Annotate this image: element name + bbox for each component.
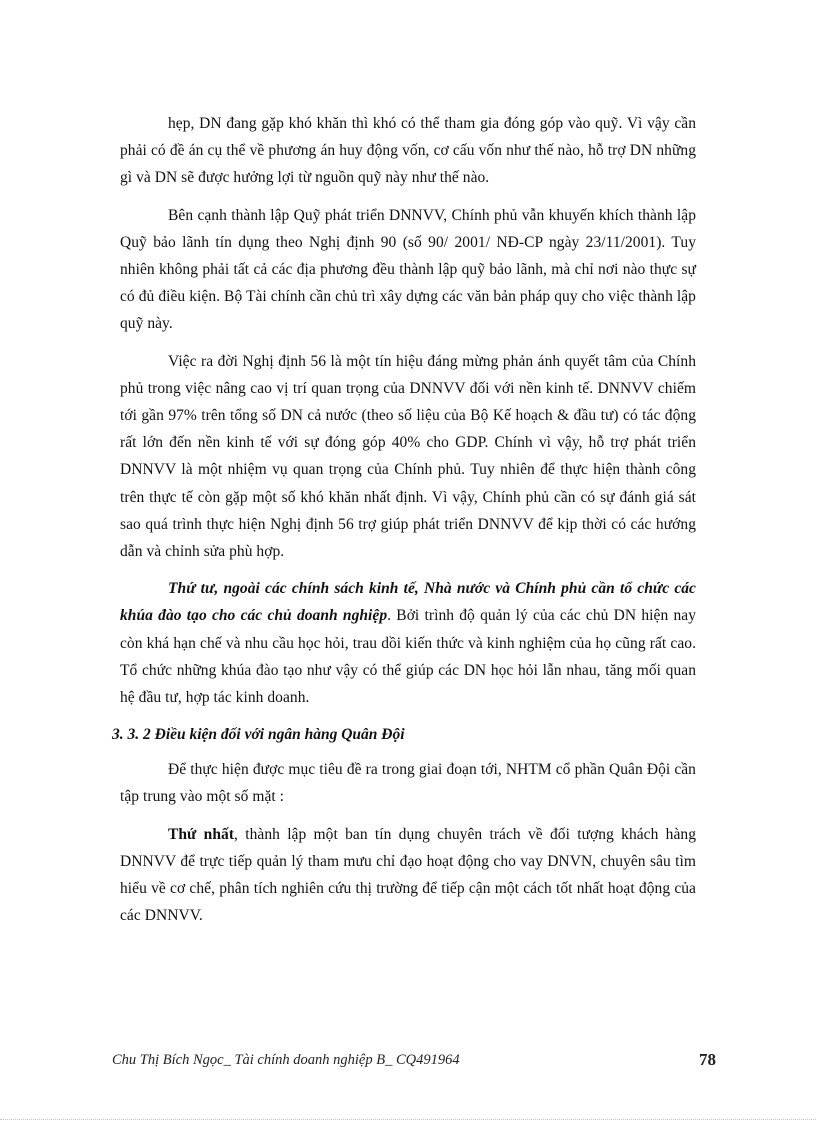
paragraph-fourth-training — [120, 575, 696, 711]
paragraph-fourth-emphasis: Thứ tư, ngoài các chính sách kinh tế, Nhà nước và Chính phủ cần tổ chức các khúa đào tạo cho các chủ doanh nghiệp — [120, 580, 696, 625]
paragraph-first-point — [120, 821, 696, 930]
page-bottom-divider — [0, 1119, 816, 1120]
paragraph-first-label: Thứ nhất — [168, 825, 235, 843]
footer-author-line: Chu Thị Bích Ngọc_ Tài chính doanh nghiệp B_ CQ491964 — [112, 1052, 460, 1068]
paragraph-decree-56: Việc ra đời Nghị định 56 là một tín hiệu đáng mừng phản ánh quyết tâm của Chính phủ trong việc nâng cao vị trí quan trọng của DNNVV đối với nền kinh tế. DNNVV chiếm tới gần 97% trên tổng số DN cả nước (theo số liệu của Bộ Kế hoạch & đầu tư) có tác động rất lớn đến nền kinh tế với sự đóng góp 40% cho GDP. Chính vì vậy, hỗ trợ phát triển DNNVV là một nhiệm vụ quan trọng của Chính phủ. Tuy nhiên để thực hiện thành công trên thực tế còn gặp một số khó khăn nhất định. Vì vậy, Chính phủ cần có sự đánh giá sát sao quá trình thực hiện Nghị định 56 trợ giúp phát triển DNNVV để kịp thời có các hướng dẫn và chỉnh sửa phù hợp. — [120, 352, 696, 561]
document-body — [112, 110, 697, 939]
paragraph-goals: Để thực hiện được mục tiêu đề ra trong giai đoạn tới, NHTM cổ phần Quân Đội cần tập trung vào một số mặt : — [120, 761, 696, 806]
paragraph-fourth-rest: . Bởi trình độ quản lý của các chủ DN hiện nay còn khá hạn chế và nhu cầu học hỏi, trau dồi kiến thức và kinh nghiệm của họ cũng rất cao. Tổ chức những khúa đào tạo như vậy có thể giúp các DN học hỏi lẫn nhau, tăng mối quan hệ đầu tư, hợp tác kinh doanh. — [120, 607, 696, 707]
section-heading: 3. 3. 2 Điều kiện đối với ngân hàng Quân Đội — [112, 726, 405, 744]
paragraph-first-rest: , thành lập một ban tín dụng chuyên trách về đối tượng khách hàng DNNVV để trực tiếp quản lý tham mưu chỉ đạo hoạt động cho vay DNVN, chuyên sâu tìm hiểu về cơ chế, phân tích nghiên cứu thị trường để tiếp cận một cách tốt nhất hoạt động của các DNNVV. — [120, 825, 697, 925]
page-number: 78 — [699, 1050, 716, 1069]
page-footer — [112, 1052, 716, 1069]
paragraph-continuation: hẹp, DN đang gặp khó khăn thì khó có thể tham gia đóng góp vào quỹ. Vì vậy cần phải có đề án cụ thể về phương án huy động vốn, cơ cấu vốn như thế nào, hỗ trợ DN những gì và DN sẽ được hưởng lợi từ nguồn quỹ này như thế nào. — [120, 115, 696, 187]
paragraph-guarantee-fund: Bên cạnh thành lập Quỹ phát triển DNNVV, Chính phủ vẫn khuyến khích thành lập Quỹ bảo lãnh tín dụng theo Nghị định 90 (số 90/ 2001/ NĐ-CP ngày 23/11/2001). Tuy nhiên không phải tất cả các địa phương đều thành lập quỹ bảo lãnh, mà chỉ nơi nào thực sự có đủ điều kiện. Bộ Tài chính cần chủ trì xây dựng các văn bản pháp quy cho việc thành lập quỹ này. — [120, 206, 696, 333]
